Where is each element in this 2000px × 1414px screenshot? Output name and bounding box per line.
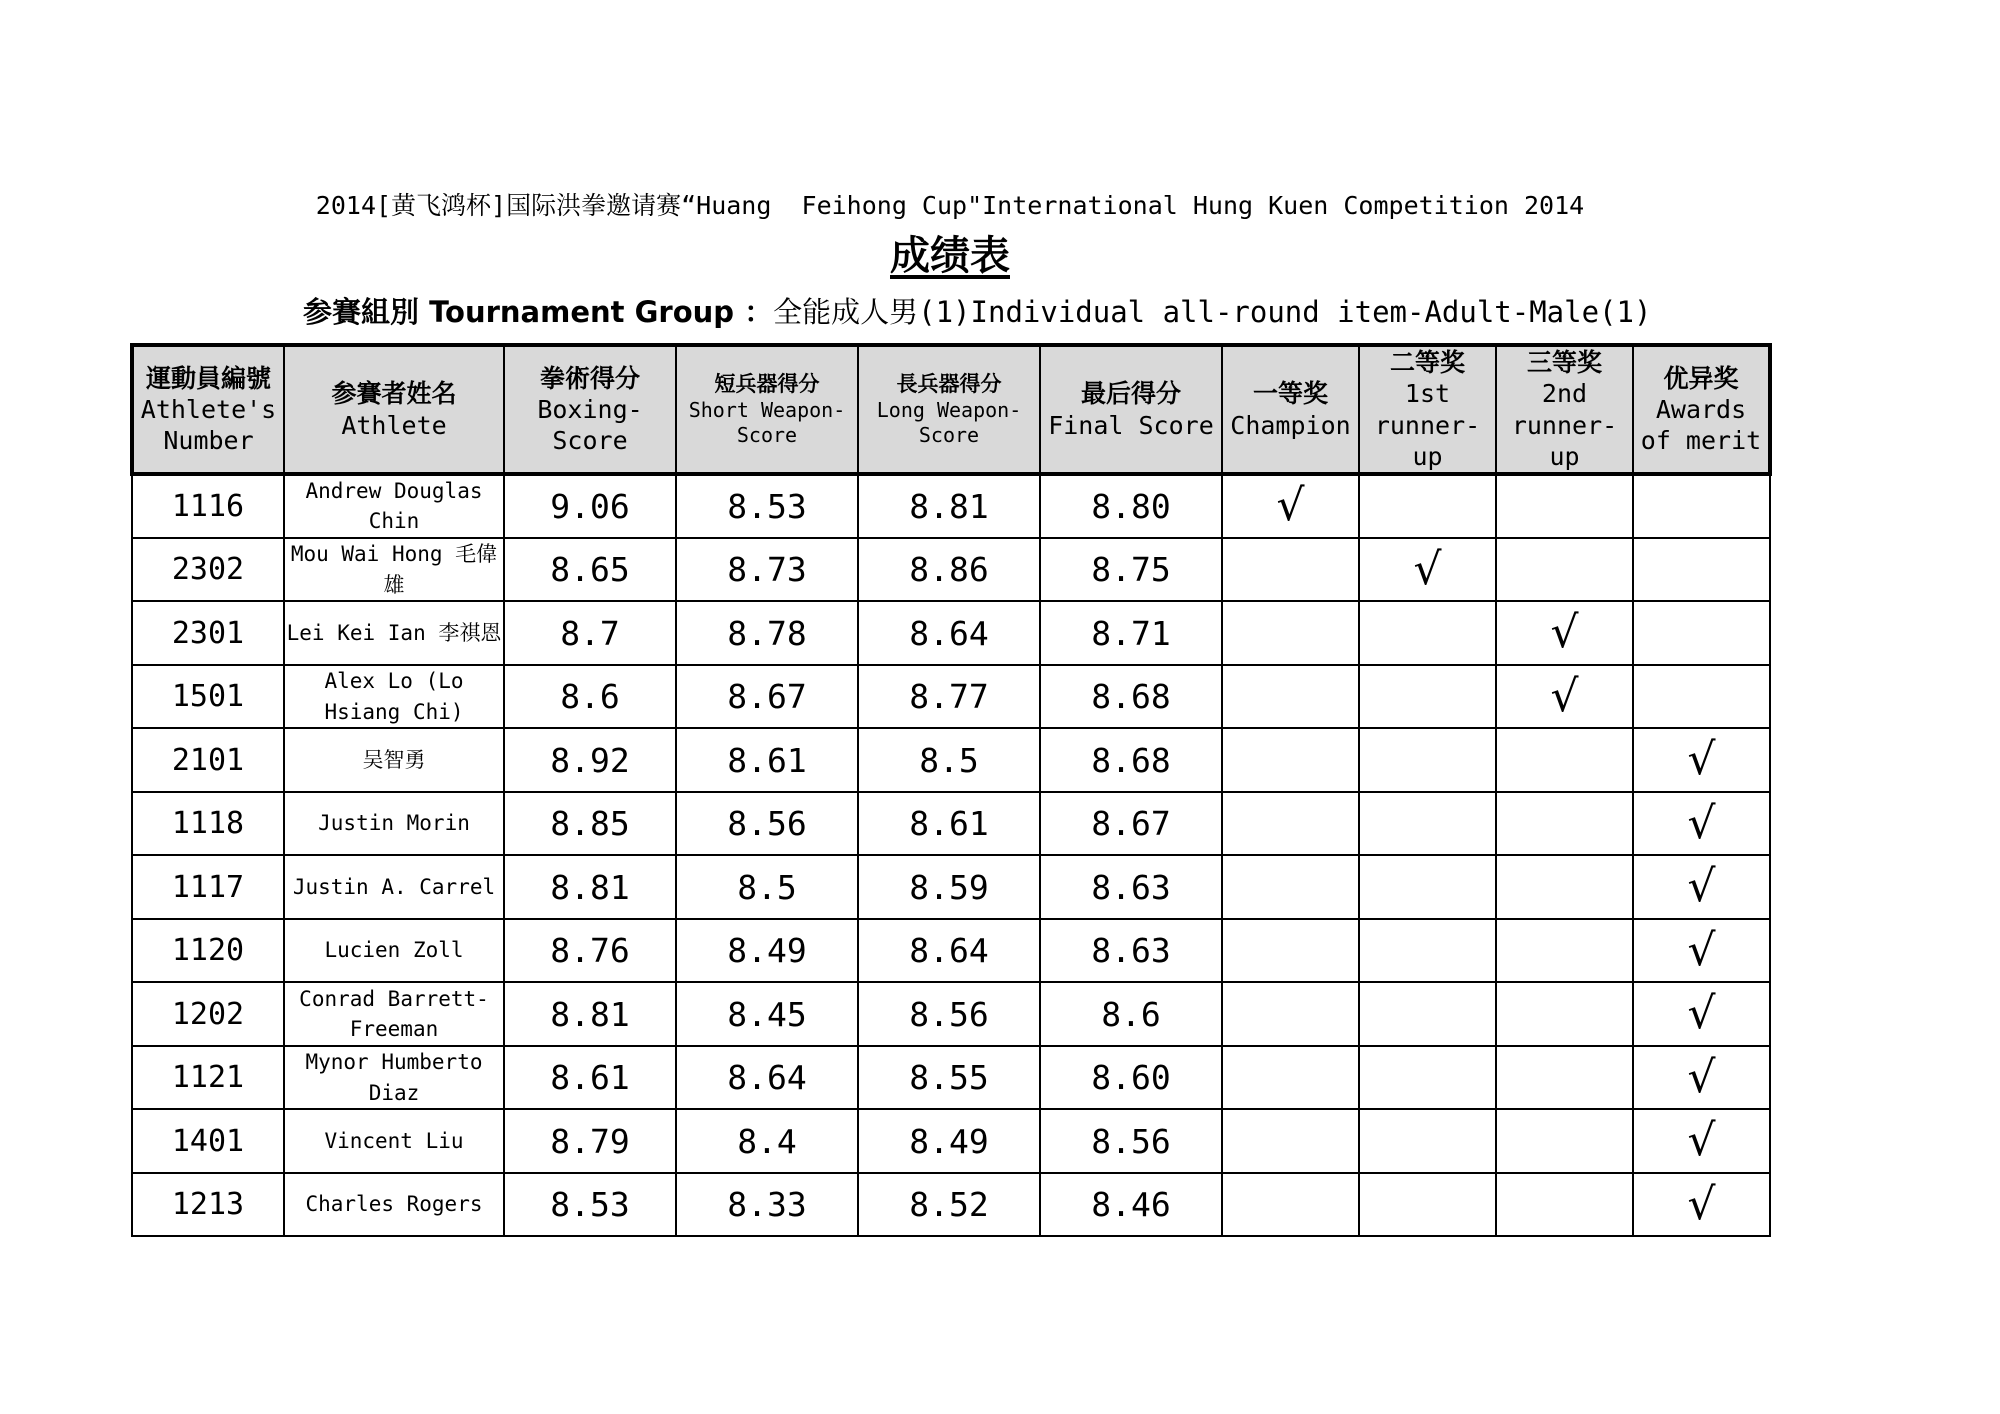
long-weapon-score-cell: 8.86 — [858, 538, 1040, 602]
award-second-cell — [1496, 1173, 1633, 1237]
athlete-number-cell: 2101 — [132, 728, 284, 792]
table-row — [132, 855, 1770, 919]
boxing-score-cell: 8.92 — [504, 728, 676, 792]
award-second-cell — [1496, 474, 1633, 538]
award-merit-cell — [1633, 855, 1770, 919]
checkmark-icon: √ — [1276, 480, 1305, 532]
award-second-cell — [1496, 919, 1633, 983]
col-champion: 一等奖 Champion — [1222, 345, 1359, 474]
award-merit-cell — [1633, 792, 1770, 856]
short-weapon-score-cell: 8.45 — [676, 982, 858, 1046]
checkmark-icon: √ — [1550, 670, 1579, 722]
final-score-cell: 8.80 — [1040, 474, 1222, 538]
award-champion-cell — [1222, 601, 1359, 665]
col-athlete: 参賽者姓名 Athlete — [284, 345, 504, 474]
long-weapon-score-cell: 8.55 — [858, 1046, 1040, 1110]
award-first-cell — [1359, 1173, 1496, 1237]
athlete-number-cell: 1202 — [132, 982, 284, 1046]
tournament-group — [303, 290, 1651, 331]
table-row — [132, 792, 1770, 856]
award-merit-cell — [1633, 982, 1770, 1046]
long-weapon-score-cell: 8.59 — [858, 855, 1040, 919]
table-row — [132, 538, 1770, 602]
long-weapon-score-cell: 8.56 — [858, 982, 1040, 1046]
checkmark-icon: √ — [1687, 924, 1716, 976]
award-first-cell — [1359, 1109, 1496, 1173]
short-weapon-score-cell: 8.53 — [676, 474, 858, 538]
checkmark-icon: √ — [1413, 543, 1442, 595]
athlete-name-cell: Charles Rogers — [284, 1173, 504, 1237]
short-weapon-score-cell: 8.67 — [676, 665, 858, 729]
boxing-score-cell: 8.7 — [504, 601, 676, 665]
short-weapon-score-cell: 8.78 — [676, 601, 858, 665]
award-first-cell — [1359, 665, 1496, 729]
short-weapon-score-cell: 8.5 — [676, 855, 858, 919]
results-table-title: 成绩表 — [890, 233, 1010, 279]
table-row — [132, 728, 1770, 792]
athlete-number-cell: 2301 — [132, 601, 284, 665]
award-champion-cell — [1222, 1173, 1359, 1237]
award-first-cell — [1359, 728, 1496, 792]
award-second-cell — [1496, 601, 1633, 665]
checkmark-icon: √ — [1687, 988, 1716, 1040]
checkmark-icon: √ — [1687, 797, 1716, 849]
athlete-name-cell: Justin Morin — [284, 792, 504, 856]
award-merit-cell — [1633, 601, 1770, 665]
award-champion-cell — [1222, 474, 1359, 538]
final-score-cell: 8.67 — [1040, 792, 1222, 856]
checkmark-icon: √ — [1687, 1178, 1716, 1230]
table-row — [132, 982, 1770, 1046]
col-short-weapon-score: 短兵器得分 Short Weapon-Score — [676, 345, 858, 474]
short-weapon-score-cell: 8.4 — [676, 1109, 858, 1173]
athlete-number-cell: 1213 — [132, 1173, 284, 1237]
col-final-score: 最后得分 Final Score — [1040, 345, 1222, 474]
athlete-number-cell: 1401 — [132, 1109, 284, 1173]
athlete-number-cell: 1117 — [132, 855, 284, 919]
short-weapon-score-cell: 8.49 — [676, 919, 858, 983]
award-second-cell — [1496, 792, 1633, 856]
final-score-cell: 8.71 — [1040, 601, 1222, 665]
checkmark-icon: √ — [1687, 1115, 1716, 1167]
long-weapon-score-cell: 8.61 — [858, 792, 1040, 856]
table-row — [132, 919, 1770, 983]
final-score-cell: 8.63 — [1040, 919, 1222, 983]
athlete-number-cell: 1118 — [132, 792, 284, 856]
boxing-score-cell: 8.79 — [504, 1109, 676, 1173]
athlete-name-cell: Alex Lo (Lo Hsiang Chi) — [284, 665, 504, 729]
final-score-cell: 8.60 — [1040, 1046, 1222, 1110]
final-score-cell: 8.63 — [1040, 855, 1222, 919]
final-score-cell: 8.46 — [1040, 1173, 1222, 1237]
table-row — [132, 1109, 1770, 1173]
table-row — [132, 474, 1770, 538]
award-second-cell — [1496, 665, 1633, 729]
athlete-number-cell: 1121 — [132, 1046, 284, 1110]
award-champion-cell — [1222, 538, 1359, 602]
award-champion-cell — [1222, 728, 1359, 792]
col-second-runner-up: 三等奖 2nd runner-up — [1496, 345, 1633, 474]
long-weapon-score-cell: 8.81 — [858, 474, 1040, 538]
boxing-score-cell: 8.6 — [504, 665, 676, 729]
table-row — [132, 601, 1770, 665]
award-first-cell — [1359, 919, 1496, 983]
award-champion-cell — [1222, 1046, 1359, 1110]
short-weapon-score-cell: 8.64 — [676, 1046, 858, 1110]
boxing-score-cell: 8.81 — [504, 982, 676, 1046]
long-weapon-score-cell: 8.5 — [858, 728, 1040, 792]
boxing-score-cell: 8.85 — [504, 792, 676, 856]
competition-title: 2014[黄飞鸿杯]国际洪拳邀请赛“Huang Feihong Cup"International Hung Kuen Competition 2014 — [315, 191, 1585, 220]
award-champion-cell — [1222, 919, 1359, 983]
boxing-score-cell: 8.76 — [504, 919, 676, 983]
award-champion-cell — [1222, 1109, 1359, 1173]
checkmark-icon: √ — [1687, 861, 1716, 913]
table-row — [132, 1046, 1770, 1110]
athlete-name-cell: Lucien Zoll — [284, 919, 504, 983]
checkmark-icon: √ — [1687, 1051, 1716, 1103]
athlete-name-cell: Vincent Liu — [284, 1109, 504, 1173]
award-merit-cell — [1633, 919, 1770, 983]
award-merit-cell — [1633, 1173, 1770, 1237]
header-row — [132, 345, 1770, 474]
award-champion-cell — [1222, 855, 1359, 919]
athlete-name-cell: Andrew Douglas Chin — [284, 474, 504, 538]
long-weapon-score-cell: 8.52 — [858, 1173, 1040, 1237]
long-weapon-score-cell: 8.64 — [858, 601, 1040, 665]
table-row — [132, 1173, 1770, 1237]
final-score-cell: 8.56 — [1040, 1109, 1222, 1173]
col-long-weapon-score: 長兵器得分 Long Weapon-Score — [858, 345, 1040, 474]
table-row — [132, 665, 1770, 729]
tournament-group-label: 参賽組別 Tournament Group ： — [303, 295, 774, 329]
award-merit-cell — [1633, 474, 1770, 538]
col-boxing-score: 拳術得分 Boxing-Score — [504, 345, 676, 474]
award-merit-cell — [1633, 665, 1770, 729]
award-champion-cell — [1222, 665, 1359, 729]
award-first-cell — [1359, 1046, 1496, 1110]
long-weapon-score-cell: 8.77 — [858, 665, 1040, 729]
award-first-cell — [1359, 855, 1496, 919]
col-first-runner-up: 二等奖 1st runner-up — [1359, 345, 1496, 474]
final-score-cell: 8.68 — [1040, 665, 1222, 729]
award-second-cell — [1496, 1046, 1633, 1110]
tournament-group-value: 全能成人男(1)Individual all-round item-Adult-Male(1) — [773, 295, 1652, 329]
award-first-cell — [1359, 982, 1496, 1046]
athlete-name-cell: Mou Wai Hong 毛偉雄 — [284, 538, 504, 602]
athlete-number-cell: 1501 — [132, 665, 284, 729]
award-champion-cell — [1222, 982, 1359, 1046]
award-first-cell — [1359, 792, 1496, 856]
award-merit-cell — [1633, 1046, 1770, 1110]
results-table — [130, 343, 1772, 1237]
award-merit-cell — [1633, 1109, 1770, 1173]
award-first-cell — [1359, 601, 1496, 665]
long-weapon-score-cell: 8.64 — [858, 919, 1040, 983]
athlete-number-cell: 1116 — [132, 474, 284, 538]
award-merit-cell — [1633, 538, 1770, 602]
athlete-name-cell: Justin A. Carrel — [284, 855, 504, 919]
boxing-score-cell: 8.65 — [504, 538, 676, 602]
award-merit-cell — [1633, 728, 1770, 792]
final-score-cell: 8.75 — [1040, 538, 1222, 602]
checkmark-icon: √ — [1550, 607, 1579, 659]
athlete-name-cell: 吴智勇 — [284, 728, 504, 792]
short-weapon-score-cell: 8.33 — [676, 1173, 858, 1237]
boxing-score-cell: 8.61 — [504, 1046, 676, 1110]
award-first-cell — [1359, 538, 1496, 602]
final-score-cell: 8.6 — [1040, 982, 1222, 1046]
checkmark-icon: √ — [1687, 734, 1716, 786]
col-awards-of-merit: 优异奖 Awards of merit — [1633, 345, 1770, 474]
athlete-number-cell: 1120 — [132, 919, 284, 983]
athlete-name-cell: Lei Kei Ian 李祺恩 — [284, 601, 504, 665]
col-athlete-number: 運動員編號 Athlete's Number — [132, 345, 284, 474]
award-champion-cell — [1222, 792, 1359, 856]
boxing-score-cell: 8.81 — [504, 855, 676, 919]
athlete-number-cell: 2302 — [132, 538, 284, 602]
short-weapon-score-cell: 8.56 — [676, 792, 858, 856]
long-weapon-score-cell: 8.49 — [858, 1109, 1040, 1173]
award-second-cell — [1496, 982, 1633, 1046]
award-second-cell — [1496, 855, 1633, 919]
boxing-score-cell: 8.53 — [504, 1173, 676, 1237]
award-second-cell — [1496, 1109, 1633, 1173]
award-second-cell — [1496, 538, 1633, 602]
award-second-cell — [1496, 728, 1633, 792]
athlete-name-cell: Mynor Humberto Diaz — [284, 1046, 504, 1110]
boxing-score-cell: 9.06 — [504, 474, 676, 538]
final-score-cell: 8.68 — [1040, 728, 1222, 792]
results-body — [132, 474, 1770, 1236]
short-weapon-score-cell: 8.73 — [676, 538, 858, 602]
award-first-cell — [1359, 474, 1496, 538]
athlete-name-cell: Conrad Barrett-Freeman — [284, 982, 504, 1046]
short-weapon-score-cell: 8.61 — [676, 728, 858, 792]
